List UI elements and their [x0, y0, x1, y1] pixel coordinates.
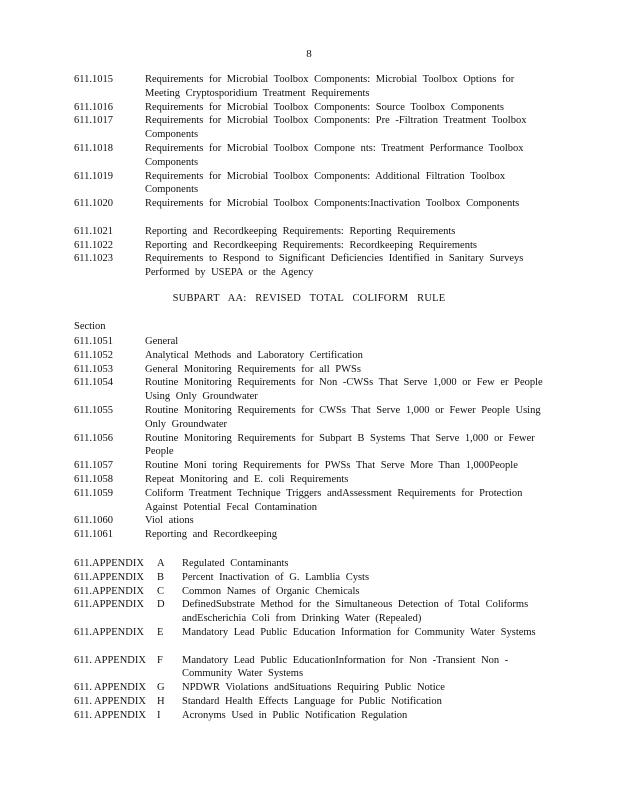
- toc-entry: [74, 404, 544, 432]
- appendix-list: [74, 557, 536, 723]
- section-title: Routine Monitoring Requirements for Subpart B Systems That Serve 1,000 or Fewer People: [145, 432, 535, 458]
- section-title: Requirements to Respond to Significant Deficiencies Identified in Sanitary Surveys Performed by USEPA or the Agency: [145, 253, 524, 279]
- appendix-number: 611. APPENDIX: [74, 695, 146, 707]
- toc-entry: [74, 376, 544, 404]
- toc-entry: [74, 459, 544, 473]
- appendix-number: 611.APPENDIX: [74, 585, 144, 597]
- toc-entry: [74, 197, 544, 225]
- section-title: Reporting and Recordkeeping Requirements: Recordkeeping Requirements: [145, 239, 477, 251]
- section-number: 611.1020: [74, 198, 113, 210]
- toc-entry: [74, 239, 544, 253]
- appendix-title: DefinedSubstrate Method for the Simultaneous Detection of Total Coliforms andEscherichia Coli from Drinking Water (Repealed): [182, 599, 529, 625]
- section-title: Requirements for Microbial Toolbox Components: Pre -Filtration Treatment Toolbox Components: [145, 115, 527, 141]
- appendix-title: Mandatory Lead Public Education Information for Community Water Systems: [182, 626, 536, 638]
- appendix-title: Mandatory Lead Public EducationInformation for Non -Transient Non -Community Water Systems: [182, 654, 509, 680]
- toc-entry: [74, 528, 544, 542]
- section-number: 611.1057: [74, 460, 113, 472]
- appendix-number: 611.APPENDIX: [74, 626, 144, 638]
- section-number: 611.1022: [74, 239, 113, 251]
- appendix-number: 611.APPENDIX: [74, 571, 144, 583]
- appendix-title: Percent Inactivation of G. Lamblia Cysts: [182, 571, 370, 583]
- toc-entry: [74, 252, 544, 280]
- section-title: Requirements for Microbial Toolbox Compone nts: Treatment Performance Toolbox Components: [145, 142, 524, 168]
- section-number: 611.1052: [74, 349, 113, 361]
- appendix-entry: [74, 626, 536, 654]
- section-title: General: [145, 336, 179, 347]
- section-number: 611.1058: [74, 473, 113, 485]
- appendix-letter: H: [157, 695, 165, 707]
- appendix-letter: E: [157, 626, 164, 638]
- section-title: Reporting and Recordkeeping: [145, 529, 277, 541]
- toc-entry: [74, 114, 544, 142]
- toc-entry: [74, 101, 544, 115]
- section-number: 611.1061: [74, 529, 113, 541]
- section-title: Repeat Monitoring and E. coli Requirements: [145, 473, 349, 485]
- appendix-number: 611. APPENDIX: [74, 654, 146, 666]
- toc-entry: [74, 170, 544, 198]
- toc-entry: [74, 335, 544, 349]
- section-number: 611.1019: [74, 170, 113, 182]
- section-number: 611.1021: [74, 225, 113, 237]
- appendix-number: 611. APPENDIX: [74, 709, 146, 721]
- section-number: 611.1055: [74, 404, 113, 416]
- section-title: Routine Monitoring Requirements for Non -CWSs That Serve 1,000 or Few er People Using Only Groundwater: [145, 377, 543, 403]
- section-number: 611.1051: [74, 336, 113, 347]
- appendix-letter: B: [157, 571, 165, 583]
- toc-entry: [74, 142, 544, 170]
- appendix-letter: D: [157, 599, 165, 611]
- section-number: 611.1054: [74, 377, 113, 389]
- appendix-entry: [74, 681, 536, 695]
- section-title: Requirements for Microbial Toolbox Components: Additional Filtration Toolbox Components: [145, 170, 506, 196]
- appendix-letter: A: [157, 558, 165, 569]
- appendix-number: 611.APPENDIX: [74, 558, 144, 569]
- appendix-number: 611.APPENDIX: [74, 599, 144, 611]
- toc-entry: [74, 432, 544, 460]
- section-number: 611.1015: [74, 74, 113, 85]
- section-title: General Monitoring Requirements for all PWSs: [145, 363, 361, 375]
- toc-entry: [74, 73, 544, 101]
- page-number: 8: [306, 48, 312, 60]
- section-title: Viol ations: [145, 515, 194, 527]
- section-title: Requirements for Microbial Toolbox Components:Inactivation Toolbox Components: [145, 198, 520, 210]
- section-title: Reporting and Recordkeeping Requirements: Reporting Requirements: [145, 225, 456, 237]
- appendix-title: Acronyms Used in Public Notification Regulation: [182, 709, 408, 721]
- appendix-entry: [74, 557, 536, 571]
- subpart-aa-list: [74, 335, 544, 542]
- appendix-entry: [74, 654, 536, 682]
- section-column-label: Section: [74, 321, 106, 332]
- section-number: 611.1059: [74, 487, 113, 499]
- section-title: Routine Monitoring Requirements for CWSs That Serve 1,000 or Fewer People Using Only Groundwater: [145, 404, 541, 430]
- section-title: Requirements for Microbial Toolbox Components: Microbial Toolbox Options for Meeting Cryptosporidium Treatment Requirements: [145, 74, 515, 99]
- appendix-entry: [74, 695, 536, 709]
- appendix-entry: [74, 709, 536, 723]
- section-title: Requirements for Microbial Toolbox Components: Source Toolbox Components: [145, 101, 504, 113]
- appendix-title: Regulated Contaminants: [182, 558, 289, 569]
- section-title: Routine Moni toring Requirements for PWSs That Serve More Than 1,000People: [145, 460, 518, 472]
- appendix-entry: [74, 585, 536, 599]
- subpart-y-list: [74, 73, 544, 280]
- section-number: 611.1053: [74, 363, 113, 375]
- appendix-entry: [74, 571, 536, 585]
- toc-entry: [74, 473, 544, 487]
- section-title: Coliform Treatment Technique Triggers andAssessment Requirements for Protection Against Potential Fecal Contamination: [145, 487, 523, 513]
- appendix-letter: I: [157, 709, 161, 721]
- toc-entry: [74, 514, 544, 528]
- appendix-title: Standard Health Effects Language for Public Notification: [182, 695, 442, 707]
- subpart-heading: SUBPART AA: REVISED TOTAL COLIFORM RULE: [172, 293, 446, 304]
- toc-entry: [74, 363, 544, 377]
- appendix-title: NPDWR Violations andSituations Requiring Public Notice: [182, 682, 445, 694]
- section-number: 611.1023: [74, 253, 113, 265]
- appendix-title: Common Names of Organic Chemicals: [182, 585, 360, 597]
- appendix-letter: F: [157, 654, 163, 666]
- section-number: 611.1018: [74, 142, 113, 154]
- section-title: Analytical Methods and Laboratory Certification: [145, 349, 363, 361]
- toc-entry: [74, 349, 544, 363]
- appendix-letter: C: [157, 585, 165, 597]
- section-number: 611.1017: [74, 115, 113, 127]
- toc-entry: [74, 225, 544, 239]
- section-number: 611.1016: [74, 101, 113, 113]
- appendix-number: 611. APPENDIX: [74, 682, 146, 694]
- appendix-letter: G: [157, 682, 165, 694]
- toc-entry: [74, 487, 544, 515]
- appendix-entry: [74, 598, 536, 626]
- section-number: 611.1060: [74, 515, 113, 527]
- section-number: 611.1056: [74, 432, 113, 444]
